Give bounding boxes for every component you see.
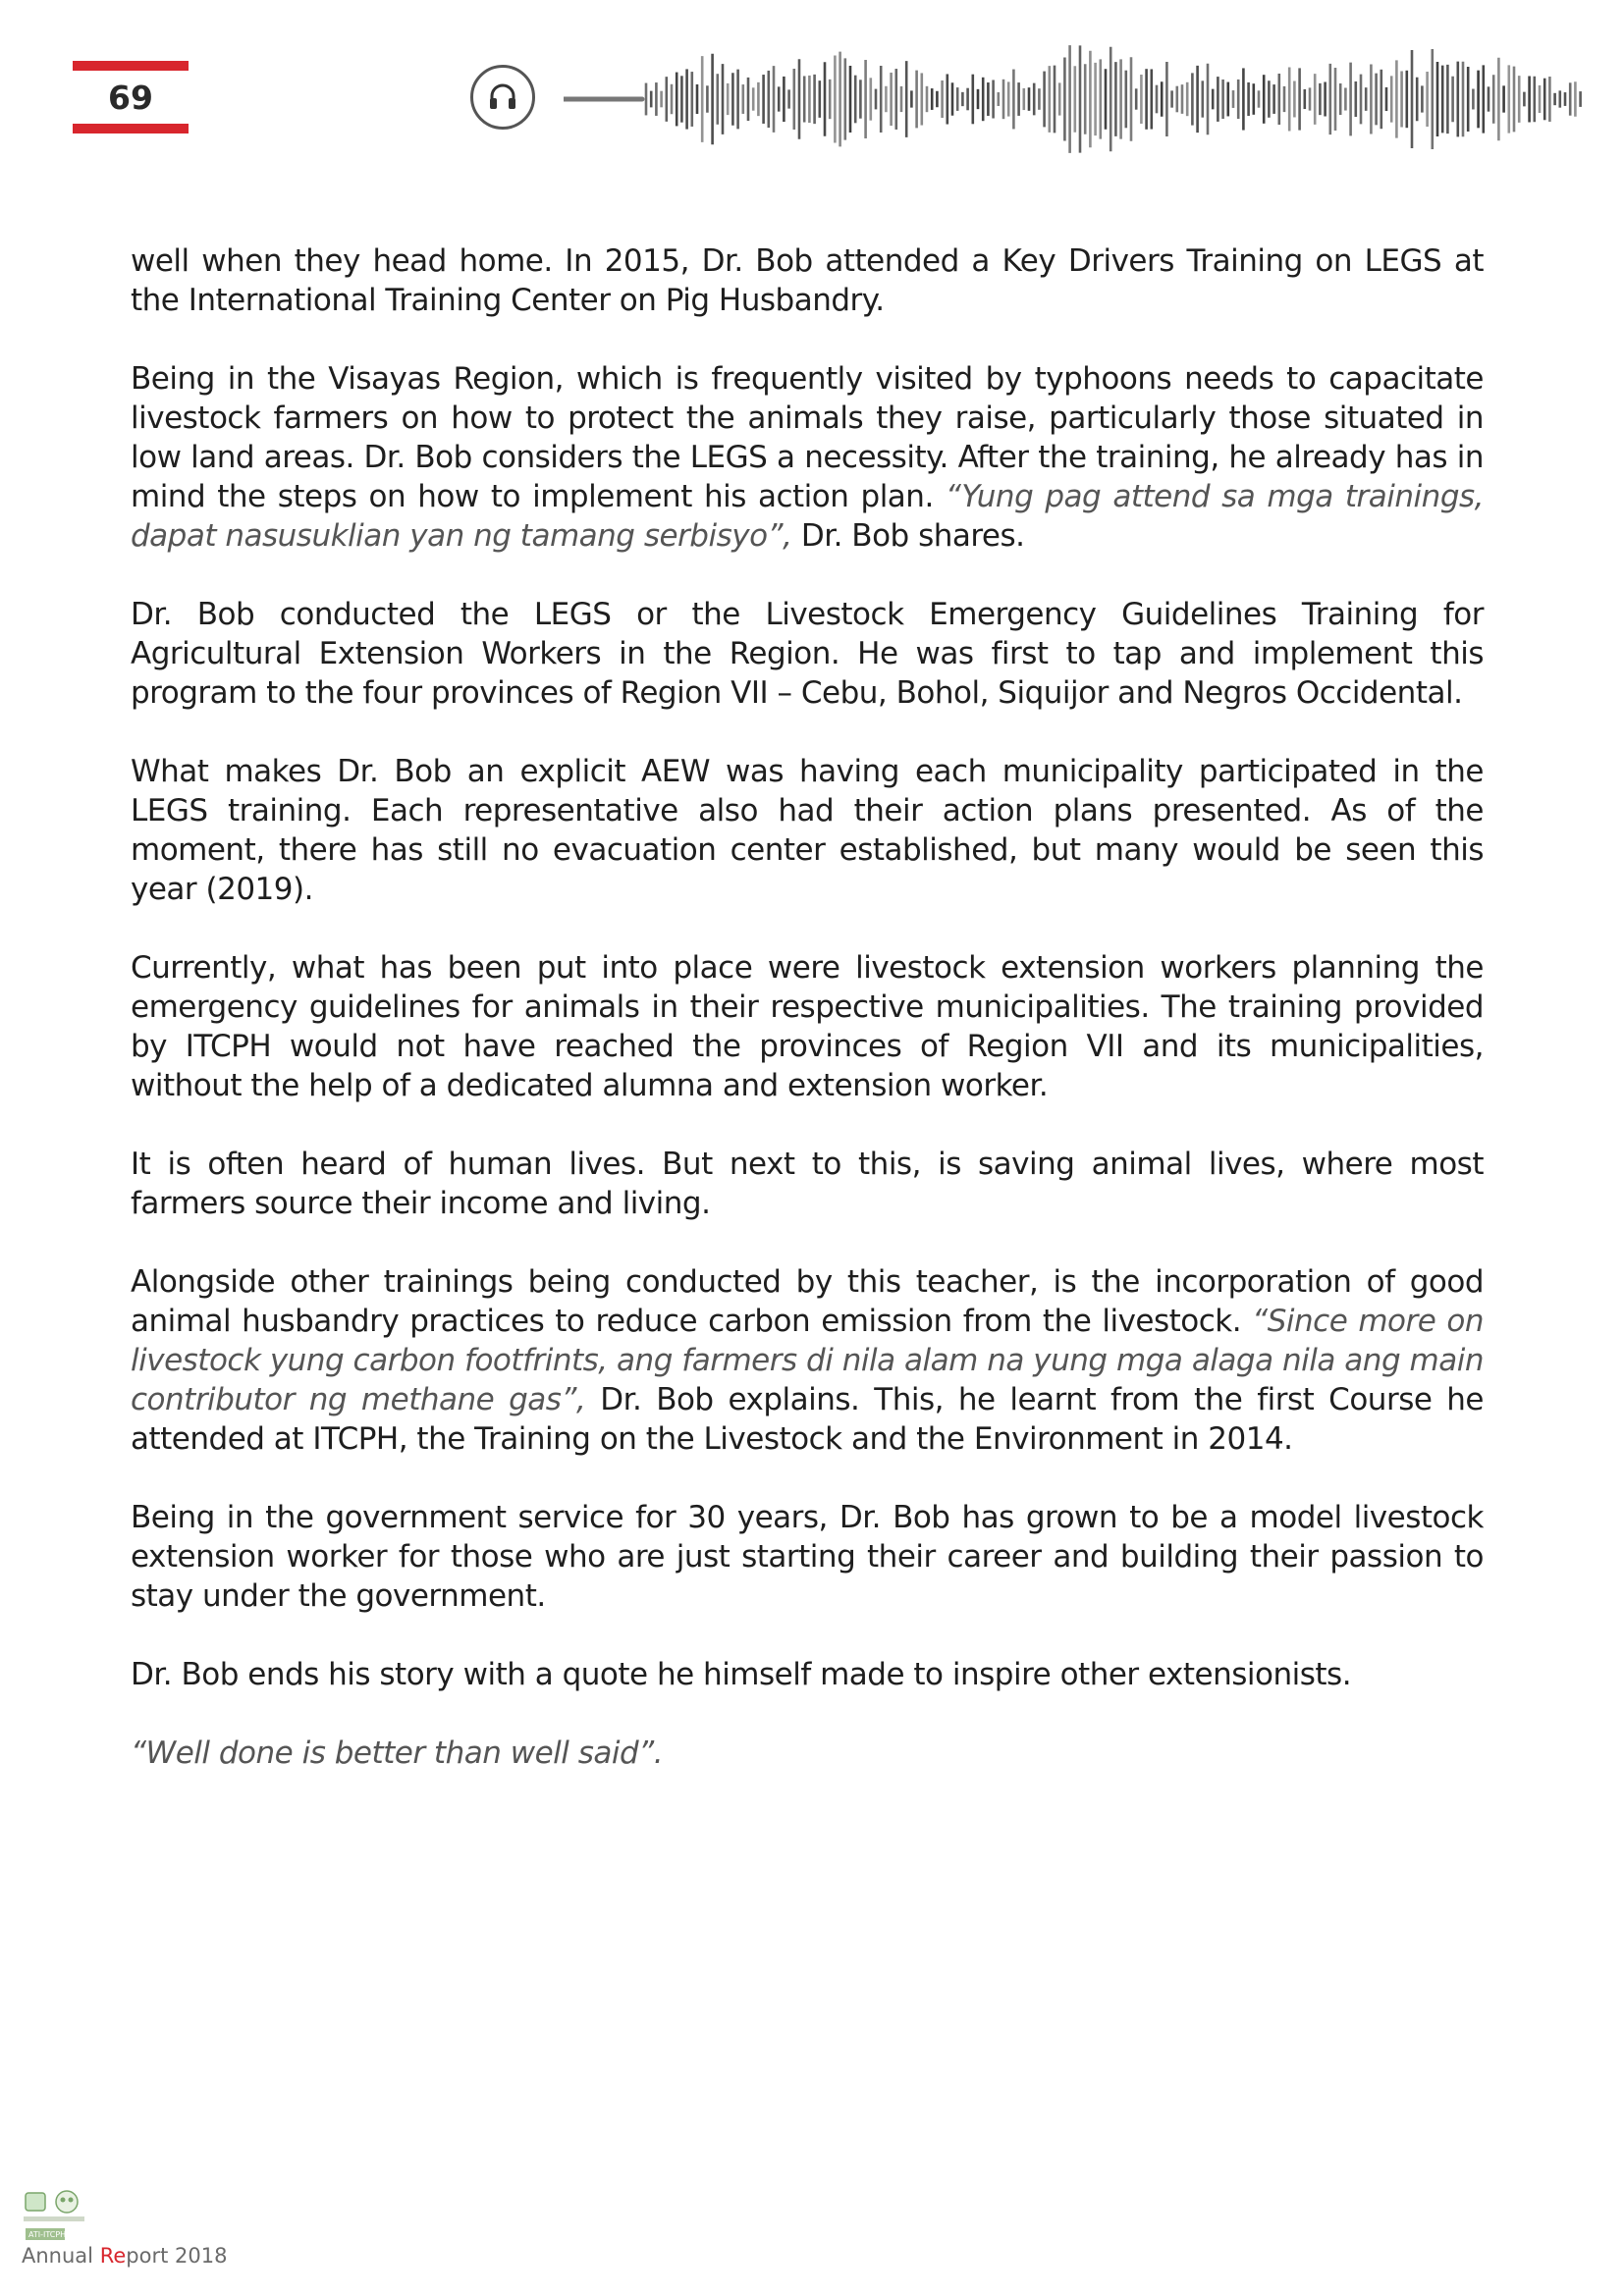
footer-report-prefix: Annual <box>22 2244 100 2268</box>
paragraph <box>131 752 1484 909</box>
body-text: Alongside other trainings being conducted by this teacher, is the incorporation of good animal husbandry practices to reduce carbon emission from the livestock. <box>131 1264 1484 1339</box>
page-number-badge <box>73 61 189 133</box>
paragraph <box>131 1655 1484 1694</box>
paragraph <box>131 595 1484 713</box>
paragraph <box>131 1262 1484 1459</box>
paragraph <box>131 1498 1484 1616</box>
paragraph <box>131 241 1484 320</box>
body-text: Dr. Bob shares. <box>791 518 1025 554</box>
footer-report-title <box>22 2244 227 2268</box>
body-text: Being in the government service for 30 years, Dr. Bob has grown to be a model livestock extension worker for those who are just starting their career and building their passion to stay under the government. <box>131 1500 1484 1614</box>
body-text: Dr. Bob conducted the LEGS or the Livestock Emergency Guidelines Training for Agricultural Extension Workers in the Region. He was first to tap and implement this program to the four provinces of Region VII – Cebu, Bohol, Siquijor and Negros Occidental. <box>131 597 1484 711</box>
headphones-glyph <box>487 81 518 113</box>
page-number: 69 <box>108 79 153 117</box>
article-body <box>131 241 1484 1812</box>
body-text: Dr. Bob ends his story with a quote he himself made to inspire other extensionists. <box>131 1657 1352 1692</box>
paragraph <box>131 359 1484 556</box>
badge-top-bar <box>73 61 189 71</box>
body-text: Dr. Bob explains. This, he learnt from the first Course he attended at ITCPH, the Training on the Livestock and the Environment in 2014. <box>131 1382 1484 1457</box>
quote-text: “Well done is better than well said”. <box>131 1735 664 1771</box>
quote-text: “Yung pag attend sa mga trainings, dapat nasusuklian yan ng tamang serbisyo”, <box>131 479 1484 554</box>
body-text: well when they head home. In 2015, Dr. Bob attended a Key Drivers Training on LEGS at the International Training Center on Pig Husbandry. <box>131 243 1484 318</box>
headphones-icon[interactable] <box>470 65 535 130</box>
body-text: Being in the Visayas Region, which is frequently visited by typhoons needs to capacitate livestock farmers on how to protect the animals they raise, particularly those situated in low land areas. Dr. Bob considers the LEGS a necessity. After the training, he already has in mind the steps on how to implement his action plan. <box>131 361 1484 514</box>
footer-report-rest: port 2018 <box>126 2244 228 2268</box>
logo-caption: ATI-ITCPH <box>28 2230 67 2239</box>
body-text: Currently, what has been put into place were livestock extension workers planning the emergency guidelines for animals in their respective municipalities. The training provided by ITCPH would not have reached the provinces of Region VII and its municipalities, without the help of a dedicated alumna and extension worker. <box>131 950 1484 1103</box>
body-text: What makes Dr. Bob an explicit AEW was having each municipality participated in the LEGS training. Each representative also had their action plans presented. As of the moment, there has still no evacuation center established, but many would be seen this year (2019). <box>131 754 1484 907</box>
footer-report-accent: Re <box>99 2244 127 2268</box>
paragraph <box>131 948 1484 1105</box>
quote-text: “Since more on livestock yung carbon footfrints, ang farmers di nila alam na yung mga alaga nila ang main contributor ng methane gas”, <box>131 1304 1485 1417</box>
paragraph <box>131 1734 1484 1773</box>
ati-itcph-logo <box>22 2187 86 2244</box>
badge-bottom-bar <box>73 124 189 133</box>
paragraph <box>131 1145 1484 1223</box>
body-text: It is often heard of human lives. But next to this, is saving animal lives, where most farmers source their income and living. <box>131 1147 1484 1221</box>
audio-waveform[interactable] <box>564 35 1585 163</box>
